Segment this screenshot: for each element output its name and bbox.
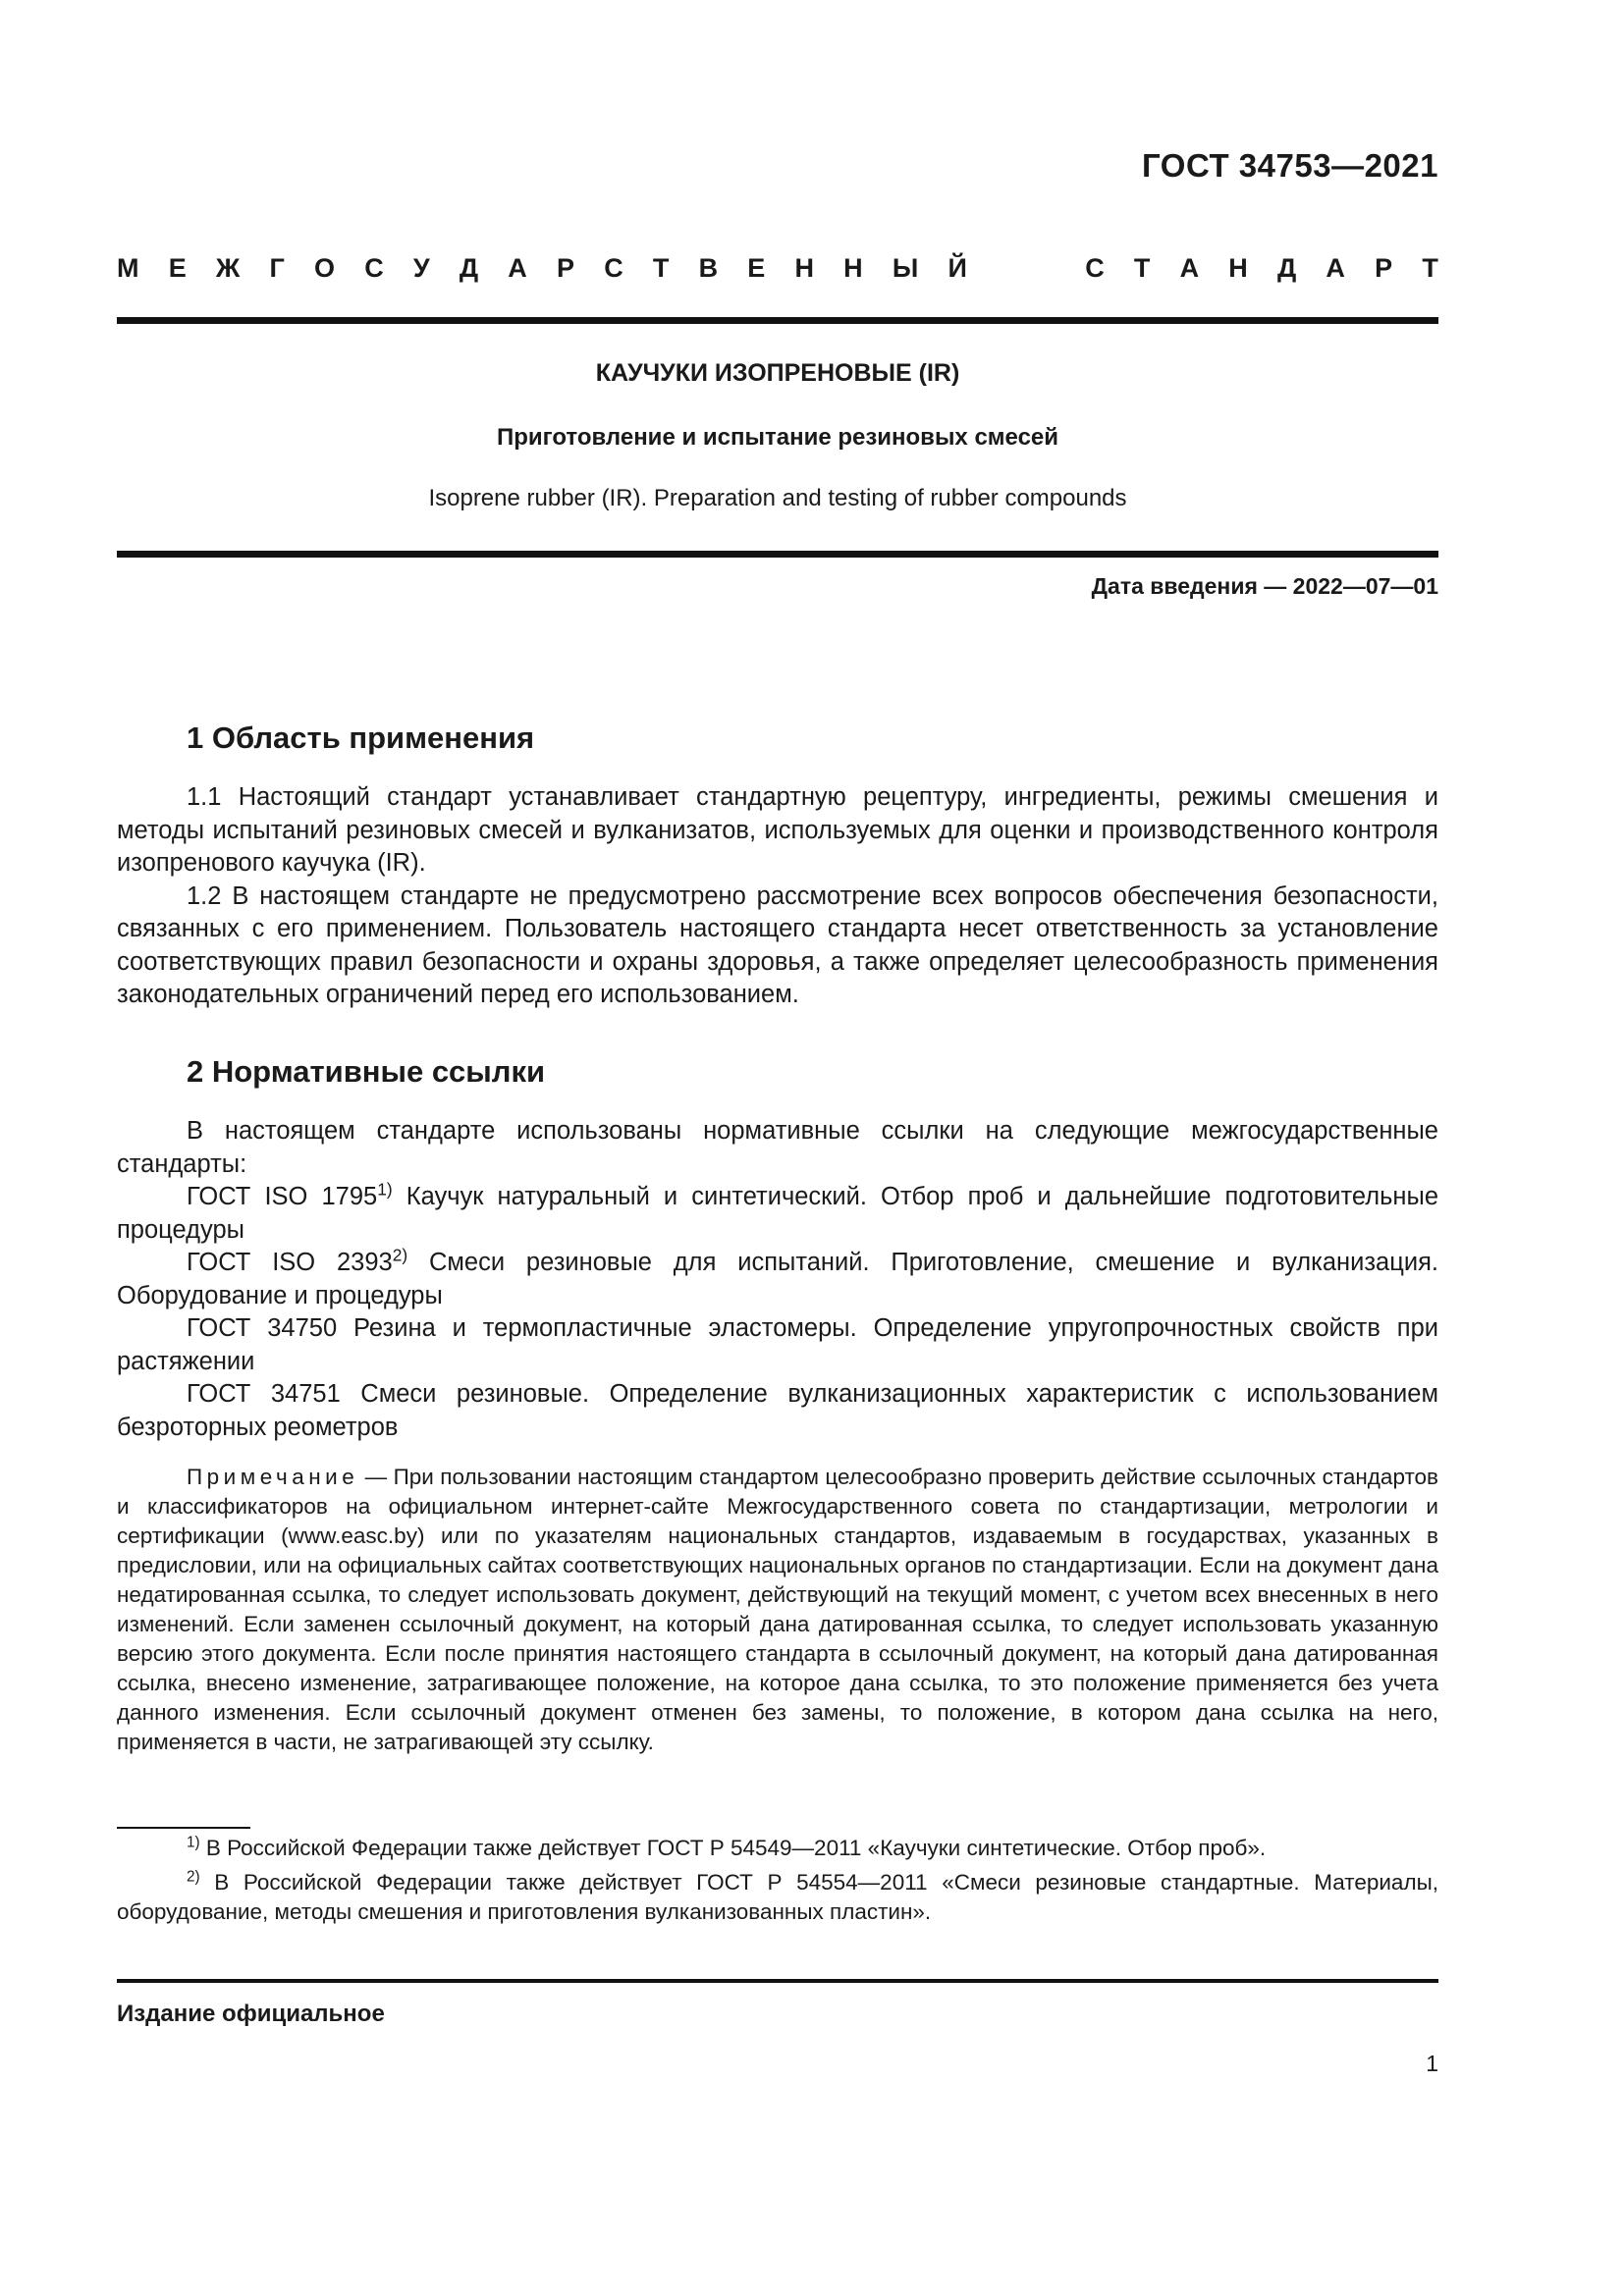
reference-item: ГОСТ 34750 Резина и термопластичные эластомеры. Определение упругопрочностных свойств при растяжении — [117, 1314, 1438, 1375]
footnote-marker[interactable]: 1) — [377, 1179, 393, 1200]
banner-letter: О — [313, 253, 335, 283]
banner-letter: Д — [1276, 253, 1297, 283]
footnote-mark: 1) — [187, 1834, 200, 1851]
footnote-text: В Российской Федерации также действует ГОСТ Р 54554—2011 «Смеси резиновые стандартные. Материалы, оборудование, методы смешения и приготовления вулканизованных пластин». — [117, 1870, 1438, 1924]
banner-letter: Ж — [215, 253, 241, 283]
reference-title: Смеси резиновые для испытаний. Приготовление, смешение и вулканизация. Оборудование и процедуры — [117, 1249, 1438, 1309]
document-title: КАУЧУКИ ИЗОПРЕНОВЫЕ (IR) — [595, 359, 960, 387]
banner-letter: Р — [556, 253, 574, 283]
banner-letter: Н — [1228, 253, 1248, 283]
document-page — [117, 0, 1438, 2296]
introduction-date: Дата введения — 2022—07—01 — [1091, 573, 1438, 599]
footnote-mark: 2) — [187, 1868, 200, 1886]
banner-letter: Т — [652, 253, 670, 283]
banner-letter: Т — [1133, 253, 1151, 283]
banner-letter: Г — [269, 253, 285, 283]
note-label: Примечание — [187, 1465, 359, 1489]
reference-item: ГОСТ 34751 Смеси резиновые. Определение вулканизационных характеристик с использованием безроторных реометров — [117, 1380, 1438, 1441]
note-block — [117, 1463, 1438, 1757]
banner-letter: Д — [459, 253, 479, 283]
document-code: ГОСТ 34753—2021 — [1142, 147, 1438, 184]
footnotes — [117, 1834, 1438, 1932]
banner-letter: Е — [168, 253, 187, 283]
footnote-2 — [117, 1868, 1438, 1927]
reference-code: ГОСТ ISO 1795 — [187, 1183, 378, 1210]
footnote-text: В Российской Федерации также действует ГОСТ Р 54549—2011 «Каучуки синтетические. Отбор проб». — [199, 1836, 1267, 1860]
banner-letter: С — [1085, 253, 1105, 283]
banner-letter: М — [117, 253, 139, 283]
footnote-marker[interactable]: 2) — [392, 1245, 408, 1265]
note-text: — При пользовании настоящим стандартом целесообразно проверить действие ссылочных стандартов и классификаторов на официальном интернет-сайте Межгосударственного совета по стандартизации, метрологии и сертификации (www.easc.by) или по указателям национальных стандартов, издаваемым в государствах, указанных в предисловии, или на официальных сайтах соответствующих национальных органов по стандартизации. Если на документ дана недатированная ссылка, то следует использовать документ, действующий на текущий момент, с учетом всех внесенных в него изменений. Если заменен ссылочный документ, на который дана датированная ссылка, то следует использовать указанную версию этого документа. Если после принятия настоящего стандарта в ссылочный документ, на который дана датированная ссылка, внесено изменение, затрагивающее положение, на которое дана ссылка, то это положение применяется без учета данного изменения. Если ссылочный документ отменен без замены, то положение, в котором дана ссылка на него, применяется в части, не затрагивающей эту ссылку. — [117, 1465, 1438, 1754]
reference-title: Каучук натуральный и синтетический. Отбор проб и дальнейшие подготовительные процедуры — [117, 1183, 1438, 1244]
banner-letter: В — [698, 253, 719, 283]
references-intro: В настоящем стандарте использованы нормативные ссылки на следующие межгосударственные стандарты: — [117, 1117, 1438, 1178]
footnote-1 — [117, 1834, 1438, 1863]
section-1-body — [117, 781, 1438, 1012]
section-2-body — [117, 1115, 1438, 1444]
title-rule — [117, 551, 1438, 558]
document-title-english: Isoprene rubber (IR). Preparation and testing of rubber compounds — [428, 485, 1127, 511]
banner-letter: С — [604, 253, 623, 283]
document-subtitle: Приготовление и испытание резиновых смесей — [496, 424, 1059, 451]
banner-letter: А — [508, 253, 527, 283]
banner-letter: Е — [747, 253, 766, 283]
banner-letter: Ы — [892, 253, 919, 283]
official-edition-label: Издание официальное — [117, 2001, 385, 2027]
paragraph-1-2: 1.2 В настоящем стандарте не предусмотрено рассмотрение всех вопросов обеспечения безопасности, связанных с его применением. Пользователь настоящего стандарта несет ответственность за установление соответствующих правил безопасности и охраны здоровья, а также определяет целесообразность применения законодательных ограничений перед его использованием. — [117, 881, 1438, 1008]
banner-letter: Р — [1375, 253, 1393, 283]
reference-item — [117, 1181, 1438, 1247]
banner-letter: Н — [794, 253, 814, 283]
banner-letter: Й — [947, 253, 967, 283]
standard-banner — [117, 253, 1438, 284]
banner-word-gap — [997, 253, 1056, 284]
reference-item — [117, 1247, 1438, 1312]
banner-letter: У — [412, 253, 430, 283]
footer-rule — [117, 1979, 1438, 1983]
banner-letter: Н — [843, 253, 863, 283]
footnote-separator — [117, 1827, 250, 1829]
note-paragraph — [117, 1463, 1438, 1757]
banner-letter: А — [1179, 253, 1200, 283]
reference-code: ГОСТ ISO 2393 — [187, 1249, 393, 1276]
section-2-heading: 2 Нормативные ссылки — [187, 1054, 546, 1089]
banner-letter: С — [364, 253, 384, 283]
header-rule — [117, 317, 1438, 324]
paragraph-1-1: 1.1 Настоящий стандарт устанавливает стандартную рецептуру, ингредиенты, режимы смешения и методы испытаний резиновых смесей и вулканизатов, используемых для оценки и производственного контроля изопренового каучука (IR). — [117, 783, 1438, 877]
banner-letter: А — [1326, 253, 1345, 283]
page-number: 1 — [1426, 2051, 1438, 2076]
banner-letter: Т — [1422, 253, 1438, 283]
section-1-heading: 1 Область применения — [187, 721, 535, 755]
